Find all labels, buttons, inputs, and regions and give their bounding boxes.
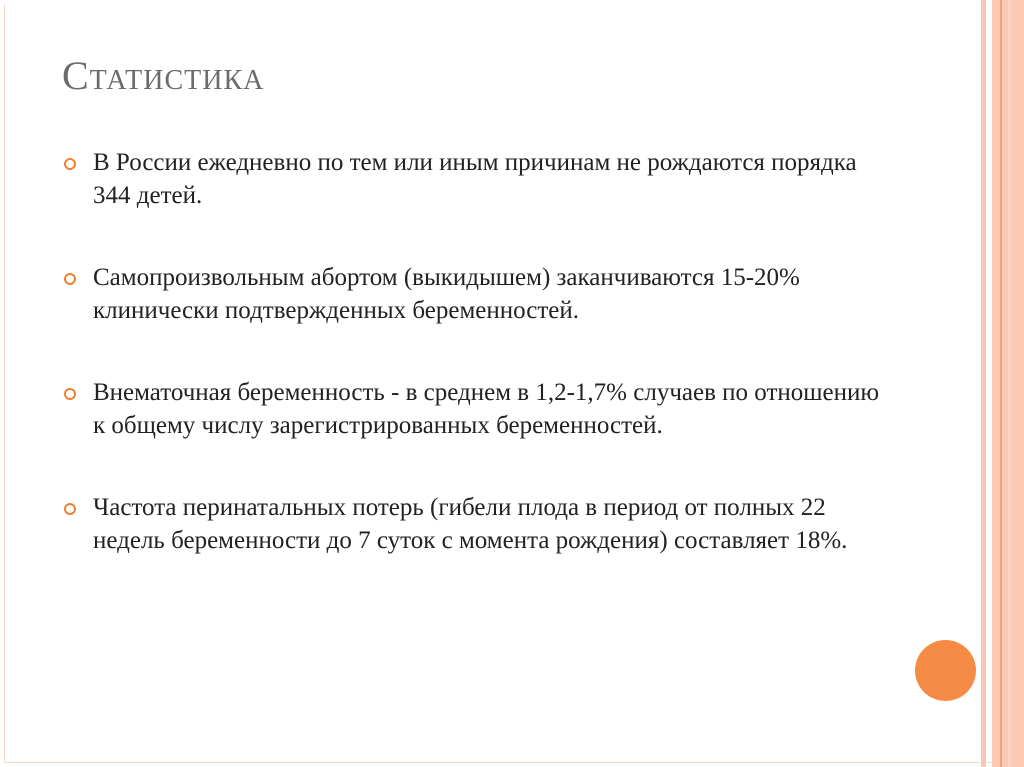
decorative-stripe [1000,0,1002,767]
bullet-list [62,146,882,606]
bullet-text: Частота перинатальных потерь (гибели плода в период от полных 22 недель беременности до 7 суток с момента рождения) составляет 18%. [93,494,848,554]
bullet-text: Внематочная беременность - в среднем в 1,2-1,7% случаев по отношению к общему числу зарегистрированных беременностей. [93,379,880,439]
bullet-item [62,261,882,327]
bullet-item [62,376,882,442]
bullet-item [62,491,882,557]
bullet-circle-icon [64,503,76,515]
bullet-circle-icon [64,388,76,400]
bullet-text: Самопроизвольным абортом (выкидышем) заканчиваются 15-20% клинически подтвержденных беременностей. [93,264,800,324]
decorative-orange-circle [915,640,976,701]
bullet-item [62,146,882,212]
decorative-stripe [981,0,986,767]
bullet-text: В России ежедневно по тем или иным причинам не рождаются порядка 344 детей. [93,149,857,209]
bullet-circle-icon [64,158,76,170]
bullet-circle-icon [64,273,76,285]
slide-title: Статистика [62,53,265,98]
decorative-stripe [1008,0,1011,767]
